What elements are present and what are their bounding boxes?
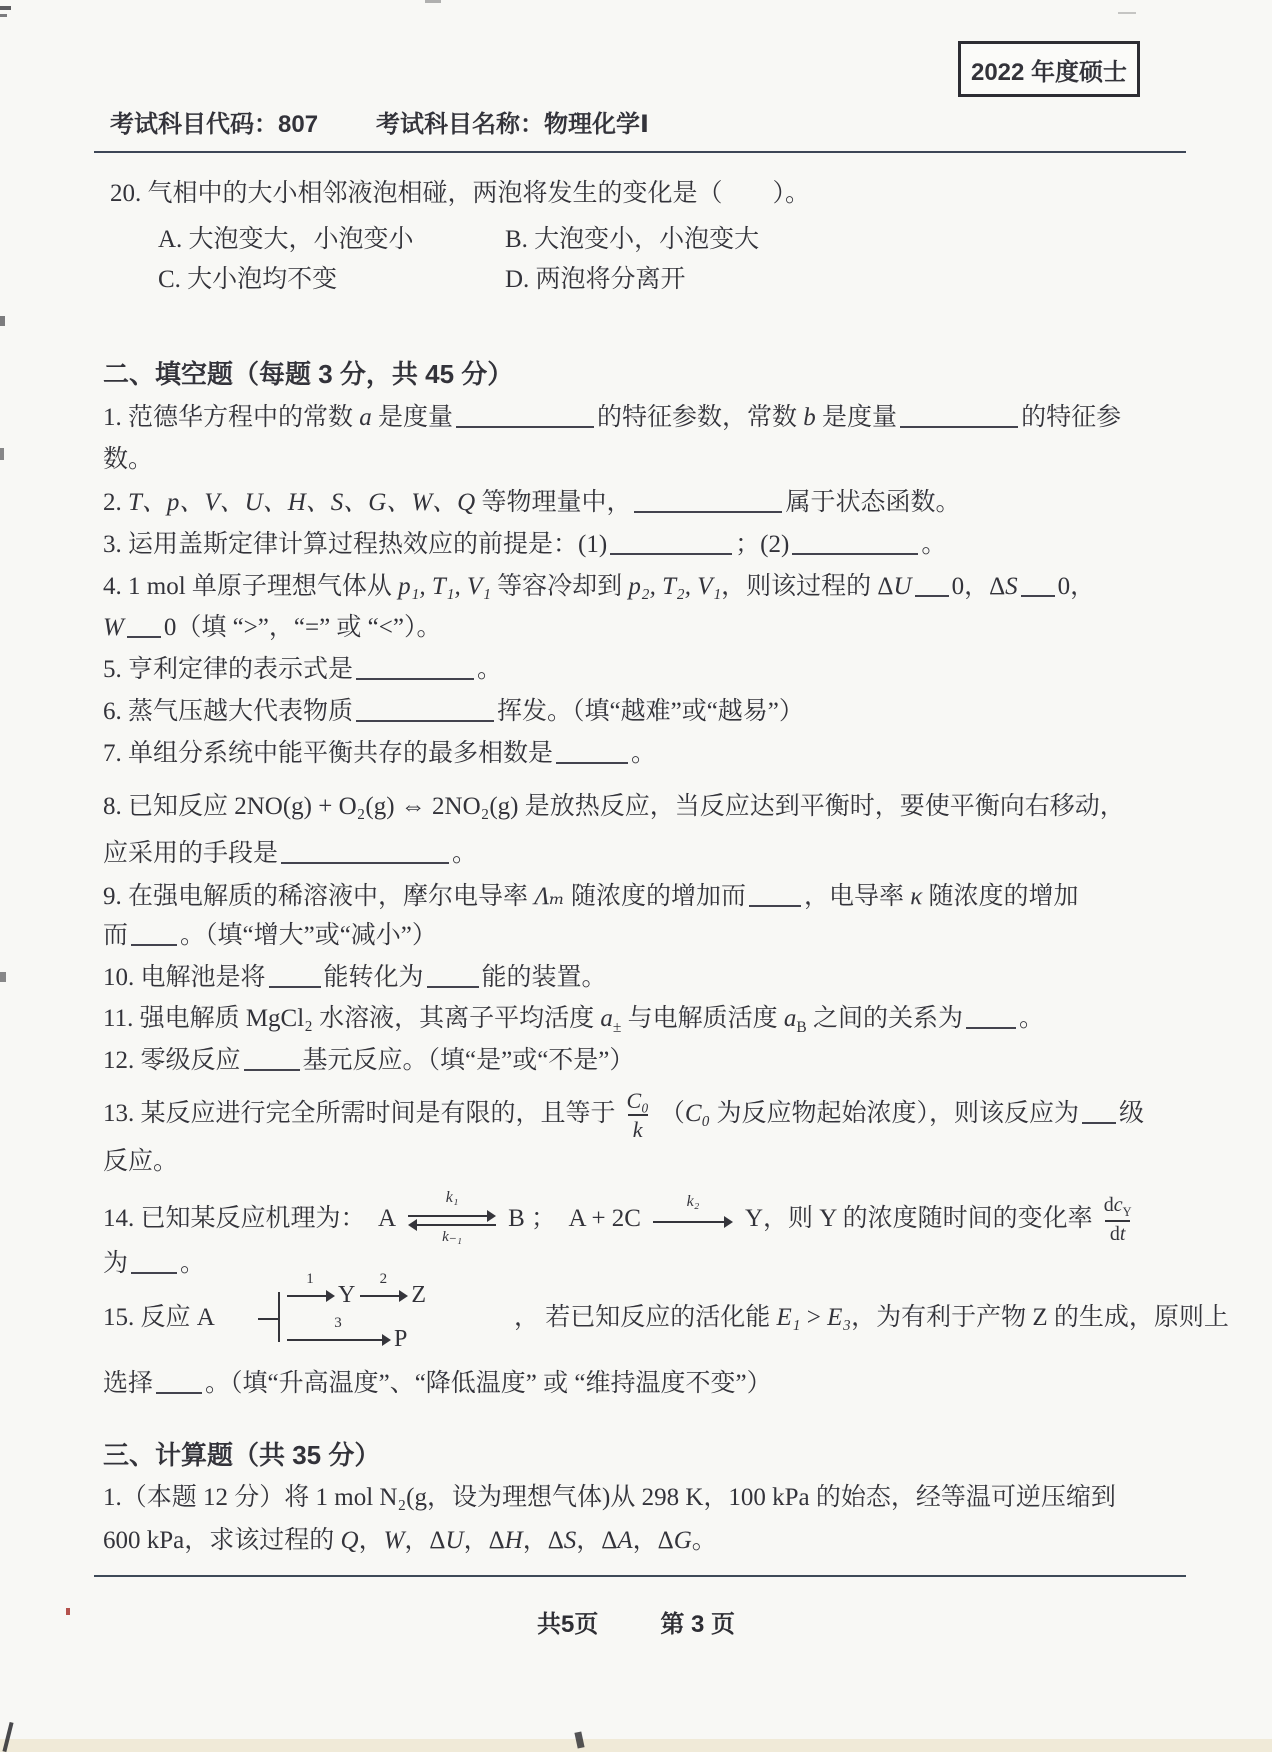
item-15-text: 。（填“升高温度”、“降低温度” 或 “维持温度不变”） [205, 1370, 772, 1397]
calc-problem-1-wrap [103, 1523, 717, 1559]
question-20-text: 20. 气相中的大小相邻液泡相碰，两泡将发生的变化是（ ）。 [110, 180, 811, 207]
answer-blank [634, 491, 782, 513]
item-3-text: ；(2) [735, 531, 790, 558]
calc-1-text: 1.（本题 12 分）将 1 mol N₂(g，设为理想气体)从 298 K，100 kPa 的始态，经等温可逆压缩到 [103, 1484, 1116, 1511]
item-8-text: 。 [452, 840, 478, 867]
calc-problem-1 [103, 1480, 1116, 1516]
answer-blank [131, 924, 177, 946]
answer-blank [1082, 1102, 1116, 1124]
calc-1-text: ，Δ [404, 1527, 446, 1554]
item-6-text: 6. 蒸气压越大代表物质 [103, 698, 354, 725]
calc-1-text: ，Δ [522, 1527, 564, 1554]
answer-blank [356, 700, 494, 722]
item-7-text: 。 [631, 740, 657, 767]
item-13-text: 级 [1119, 1100, 1145, 1128]
fill-item-8 [103, 789, 1125, 825]
item-15-text: 选择 [103, 1370, 154, 1397]
item-10-text: 能的装置。 [481, 964, 607, 991]
fill-item-13 [103, 1088, 1144, 1143]
item-15-text: 15. 反应 A [103, 1304, 215, 1331]
item-3-text: 3. 运用盖斯定律计算过程热效应的前提是：(1) [103, 531, 608, 558]
sub-y: Y [1122, 1205, 1132, 1220]
item-13-text: 为反应物起始浓度），则该反应为 [710, 1100, 1079, 1128]
fill-item-9 [103, 879, 1079, 915]
option-d-text: D. 两泡将分离开 [505, 266, 686, 293]
arrow-3 [287, 1314, 389, 1341]
item-2-text: 等物理量中， [475, 489, 632, 516]
var-q: Q [340, 1527, 359, 1554]
fill-item-11 [103, 1001, 1044, 1046]
fraction-c0-over-k [622, 1088, 654, 1143]
calc-1-text: 。 [691, 1527, 717, 1554]
sub-b: B [796, 1019, 807, 1036]
var-h: H [504, 1527, 523, 1554]
var-c: c [1113, 1194, 1123, 1217]
item-14-text: 。 [180, 1250, 206, 1277]
subject-name-label: 考试科目名称： [376, 111, 545, 138]
item-12-text: 12. 零级反应 [103, 1047, 241, 1074]
fill-item-3 [103, 527, 946, 563]
arrow-2 [360, 1270, 406, 1297]
answer-blank [749, 885, 801, 907]
var-b: b [803, 404, 816, 431]
item-6-text: 挥发。（填“越难”或“越易”） [497, 698, 804, 725]
subject-name-value: 物理化学Ⅰ [544, 111, 649, 138]
fill-item-4-wrap [103, 610, 441, 646]
answer-blank [427, 966, 479, 988]
var-e1: E₁ [776, 1304, 801, 1331]
var-a: A [617, 1527, 633, 1554]
item-15-text: > [800, 1304, 828, 1331]
item-11-text: 11. 强电解质 MgCl₂ 水溶液，其离子平均活度 [103, 1005, 601, 1032]
item-4-text: 等容冷却到 [490, 573, 629, 600]
species-a-plus-2c: A + 2C [568, 1205, 641, 1232]
item-9-text: 随浓度的增加而 [564, 883, 746, 910]
item-2-text: 属于状态函数。 [785, 489, 961, 516]
year-badge [958, 41, 1140, 97]
reversible-arrows [406, 1190, 498, 1246]
branch-top-row [282, 1270, 427, 1309]
branch-vertical-line [278, 1292, 280, 1342]
fill-item-7 [103, 736, 656, 772]
fill-item-1 [103, 400, 1121, 436]
answer-blank [131, 1252, 177, 1274]
answer-blank [127, 616, 161, 638]
step-2-label: 2 [379, 1270, 388, 1287]
item-1-text: 是度量 [371, 404, 454, 431]
item-1-text: 数。 [103, 446, 154, 473]
forward-arrow [408, 1215, 494, 1217]
item-15-text: ， 若已知反应的活化能 [514, 1304, 777, 1331]
item-4-text: 0，Δ [951, 573, 1006, 600]
calc-1-text: ，Δ [463, 1527, 505, 1554]
fill-item-14 [103, 1190, 1143, 1246]
question-20-option-c [158, 262, 337, 298]
calc-1-text: ，Δ [576, 1527, 618, 1554]
subject-code-value: 807 [278, 111, 319, 138]
item-1-text: 是度量 [815, 404, 898, 431]
scan-bottom-strip [0, 1739, 1272, 1752]
rate-constant-k1: k₁ [445, 1189, 459, 1206]
scan-red-dot [66, 1608, 70, 1615]
answer-blank [792, 533, 918, 555]
fill-item-4 [103, 569, 1095, 605]
fill-item-6 [103, 694, 804, 730]
species-y: Y [744, 1205, 764, 1232]
item-9-text: 而 [103, 922, 129, 949]
step-1-label: 1 [306, 1270, 314, 1287]
arrow-shaft [653, 1221, 731, 1223]
calc-1-text: ，Δ [632, 1527, 674, 1554]
var-kappa: κ [910, 883, 923, 910]
var-s: S [563, 1527, 577, 1554]
item-14-text: ； [524, 1205, 569, 1232]
fraction-numerator [1099, 1194, 1137, 1220]
d-symbol: d [1103, 1194, 1114, 1217]
scan-artifact [0, 448, 4, 460]
var-u: U [445, 1527, 464, 1554]
species-b: B [508, 1205, 525, 1232]
sub-plus-minus: ± [612, 1019, 622, 1036]
reverse-arrow [410, 1224, 496, 1226]
branch-bottom-row [282, 1314, 408, 1353]
fill-item-8-wrap [103, 836, 477, 872]
fraction-numerator: C₀ [626, 1088, 649, 1113]
question-20-option-a [158, 222, 414, 258]
item-1-text: 的特征参 [1021, 404, 1122, 431]
fill-item-2 [103, 485, 961, 521]
scan-artifact [425, 0, 441, 3]
item-14-text: ，则 Y 的浓度随时间的变化率 [763, 1205, 1093, 1232]
fraction-denominator [1105, 1220, 1131, 1246]
total-pages: 共5页 [536, 1611, 599, 1638]
var-u: U [893, 573, 912, 600]
item-10-text: 能转化为 [323, 964, 424, 991]
scan-artifact [0, 972, 6, 982]
year-badge-text: 2022 年度硕士 [970, 58, 1128, 86]
fraction-dcy-dt [1099, 1194, 1137, 1246]
scan-artifact [0, 6, 11, 10]
answer-blank [556, 742, 628, 764]
arrow-1 [287, 1270, 333, 1297]
answer-blank [966, 1007, 1016, 1029]
answer-blank [610, 533, 732, 555]
item-4-text: ，则该过程的 Δ [721, 573, 894, 600]
var-w: W [103, 614, 124, 641]
item-14-text: 为 [103, 1250, 129, 1277]
question-20-option-d [505, 262, 686, 298]
item-11-text: 。 [1019, 1005, 1045, 1032]
species-z: Z [411, 1282, 427, 1308]
item-9-text: ，电导率 [803, 883, 911, 910]
section-2-heading [103, 356, 513, 392]
fill-item-13-wrap [103, 1144, 178, 1180]
scan-artifact [1118, 12, 1136, 14]
item-5-text: 。 [477, 656, 503, 683]
scan-artifact [0, 14, 7, 17]
option-c-text: C. 大小泡均不变 [158, 266, 338, 293]
fraction-denominator: k [628, 1114, 648, 1142]
answer-blank [1021, 575, 1055, 597]
fill-item-1-wrap [103, 442, 153, 478]
answer-blank [356, 658, 474, 680]
var-mean-ion-activity: a [600, 1005, 613, 1032]
rate-constant-k2: k₂ [686, 1193, 700, 1210]
question-20-stem [110, 176, 810, 212]
item-11-text: 与电解质活度 [621, 1005, 784, 1032]
rate-constant-k-minus-1: k₋₁ [442, 1229, 462, 1245]
item-9-text: 9. 在强电解质的稀溶液中，摩尔电导率 [103, 883, 535, 910]
answer-blank [281, 842, 449, 864]
initial-state-vars: p₁, T₁, V₁ [398, 573, 491, 600]
answer-blank [915, 575, 949, 597]
page-number: 第 3 页 [660, 1611, 736, 1638]
fill-item-5 [103, 652, 502, 688]
item-1-text: 1. 范德华方程中的常数 [103, 404, 360, 431]
fill-item-14-wrap [103, 1246, 205, 1282]
species-a: A [378, 1205, 397, 1232]
section-3-heading-text: 三、计算题（共 35 分） [103, 1440, 381, 1470]
item-9-text: 随浓度的增加 [922, 883, 1079, 910]
var-t: t [1119, 1223, 1126, 1246]
calc-1-text: 600 kPa，求该过程的 [103, 1527, 341, 1554]
var-g: G [673, 1527, 692, 1554]
answer-blank [244, 1049, 300, 1071]
connector-dash [258, 1318, 278, 1320]
k2-arrow [651, 1194, 735, 1236]
section-3-heading [103, 1437, 380, 1473]
species-y: Y [338, 1282, 356, 1308]
fill-item-15-continued [514, 1300, 1229, 1336]
header-rule [94, 151, 1186, 153]
var-a: a [359, 404, 372, 431]
item-1-text: 的特征参数，常数 [597, 404, 804, 431]
item-13-text: 13. 某反应进行完全所需时间是有限的，且等于 [103, 1100, 616, 1128]
fill-item-12 [103, 1043, 634, 1079]
reaction-branch-diagram [258, 1270, 510, 1360]
var-c0: C₀ [684, 1100, 711, 1128]
species-p: P [394, 1326, 408, 1352]
item-4-text: 4. 1 mol 单原子理想气体从 [103, 573, 399, 600]
calc-1-text: ， [358, 1527, 384, 1554]
var-s: S [1005, 573, 1018, 600]
item-13-text: （ [659, 1100, 685, 1128]
item-9-text: 。（填“增大”或“减小”） [180, 922, 437, 949]
item-7-text: 7. 单组分系统中能平衡共存的最多相数是 [103, 740, 554, 767]
item-15-text: ，为有利于产物 Z 的生成，原则上 [851, 1304, 1229, 1331]
item-3-text: 。 [921, 531, 947, 558]
fill-item-15 [103, 1300, 215, 1336]
item-8-text: 应采用的手段是 [103, 840, 279, 867]
state-function-variables: T、p、V、U、H、S、G、W、Q [128, 489, 476, 516]
question-20-option-b [505, 222, 759, 258]
option-a-text: A. 大泡变大，小泡变小 [158, 226, 414, 253]
footer-rule [94, 1575, 1186, 1577]
var-electrolyte-activity: a [783, 1005, 797, 1032]
option-b-text: B. 大泡变小，小泡变大 [505, 226, 760, 253]
answer-blank [900, 406, 1018, 428]
item-8-text: 8. 已知反应 2NO(g) + O₂(g) ⇔ 2NO₂(g) 是放热反应，当反应达到平衡时，要使平衡向右移动， [103, 793, 1125, 820]
subject-header [110, 107, 649, 143]
section-2-heading-text: 二、填空题（每题 3 分，共 45 分） [103, 359, 514, 389]
answer-blank [156, 1372, 202, 1394]
answer-blank [269, 966, 321, 988]
step-3-label: 3 [334, 1314, 342, 1331]
final-state-vars: p₂, T₂, V₁ [628, 573, 722, 600]
var-w: W [383, 1527, 405, 1554]
d-symbol: d [1109, 1223, 1120, 1246]
answer-blank [456, 406, 594, 428]
item-13-text: 反应。 [103, 1148, 179, 1175]
fill-item-15-wrap [103, 1366, 772, 1402]
item-10-text: 10. 电解池是将 [103, 964, 266, 991]
scan-artifact [0, 316, 5, 326]
var-molar-conductivity: Λₘ [534, 883, 565, 910]
item-4-text: 0（填 “>”，“=” 或 “<”）。 [163, 614, 442, 641]
fill-item-10 [103, 960, 607, 996]
item-2-text: 2. [103, 489, 128, 516]
var-e3: E₃ [827, 1304, 852, 1331]
item-12-text: 基元反应。（填“是”或“不是”） [302, 1047, 635, 1074]
page-footer [0, 1604, 1272, 1639]
item-14-text: 14. 已知某反应机理为： [103, 1205, 379, 1232]
item-5-text: 5. 亨利定律的表示式是 [103, 656, 354, 683]
item-11-text: 之间的关系为 [806, 1005, 964, 1032]
subject-code-label: 考试科目代码： [110, 111, 278, 138]
fill-item-9-wrap [103, 918, 437, 954]
item-4-text: 0， [1057, 573, 1096, 600]
